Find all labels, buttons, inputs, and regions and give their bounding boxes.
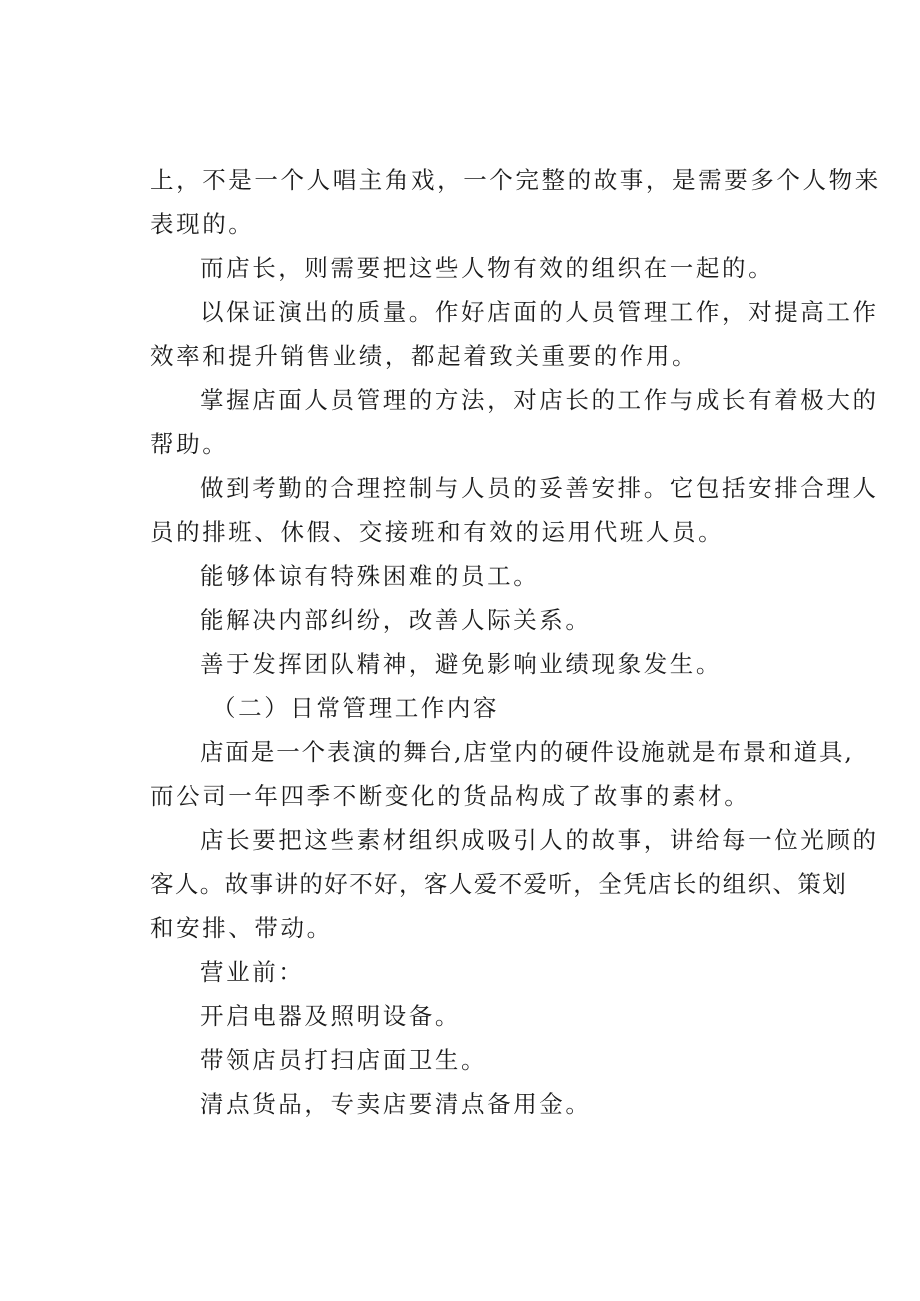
paragraph-line: 效率和提升销售业绩，都起着致关重要的作用。 bbox=[150, 342, 699, 370]
paragraph-line: 开启电器及照明设备。 bbox=[200, 1002, 461, 1030]
paragraph-line: 和安排、带动。 bbox=[150, 914, 333, 942]
paragraph-line: 而公司一年四季不断变化的货品构成了故事的素材。 bbox=[150, 782, 751, 810]
paragraph-line: 营业前： bbox=[200, 958, 305, 986]
paragraph-line: 客人。故事讲的好不好，客人爱不爱听，全凭店长的组织、策划 bbox=[150, 870, 848, 898]
paragraph-line: 善于发挥团队精神，避免影响业绩现象发生。 bbox=[200, 650, 722, 678]
paragraph-line: 带领店员打扫店面卫生。 bbox=[200, 1046, 488, 1074]
paragraph-line: 店面是一个表演的舞台,店堂内的硬件设施就是布景和道具, bbox=[200, 738, 854, 766]
paragraph-line: 表现的。 bbox=[150, 210, 255, 238]
paragraph-line: 做到考勤的合理控制与人员的妥善安排。它包括安排合理人 bbox=[200, 474, 879, 502]
paragraph-line: 上，不是一个人唱主角戏，一个完整的故事，是需要多个人物来 bbox=[150, 166, 881, 194]
paragraph-line: 而店长，则需要把这些人物有效的组织在一起的。 bbox=[200, 254, 775, 282]
section-heading: （二）日常管理工作内容 bbox=[212, 694, 500, 722]
paragraph-line: 掌握店面人员管理的方法，对店长的工作与成长有着极大的 bbox=[200, 386, 879, 414]
document-body bbox=[150, 158, 881, 1126]
paragraph-line: 以保证演出的质量。作好店面的人员管理工作，对提高工作 bbox=[200, 298, 879, 326]
paragraph-line: 清点货品，专卖店要清点备用金。 bbox=[200, 1090, 592, 1118]
paragraph-line: 能够体谅有特殊困难的员工。 bbox=[200, 562, 540, 590]
paragraph-line: 帮助。 bbox=[150, 430, 229, 458]
paragraph-line: 员的排班、休假、交接班和有效的运用代班人员。 bbox=[150, 518, 725, 546]
paragraph-line: 能解决内部纠纷，改善人际关系。 bbox=[200, 606, 592, 634]
paragraph-line: 店长要把这些素材组织成吸引人的故事，讲给每一位光顾的 bbox=[200, 826, 879, 854]
